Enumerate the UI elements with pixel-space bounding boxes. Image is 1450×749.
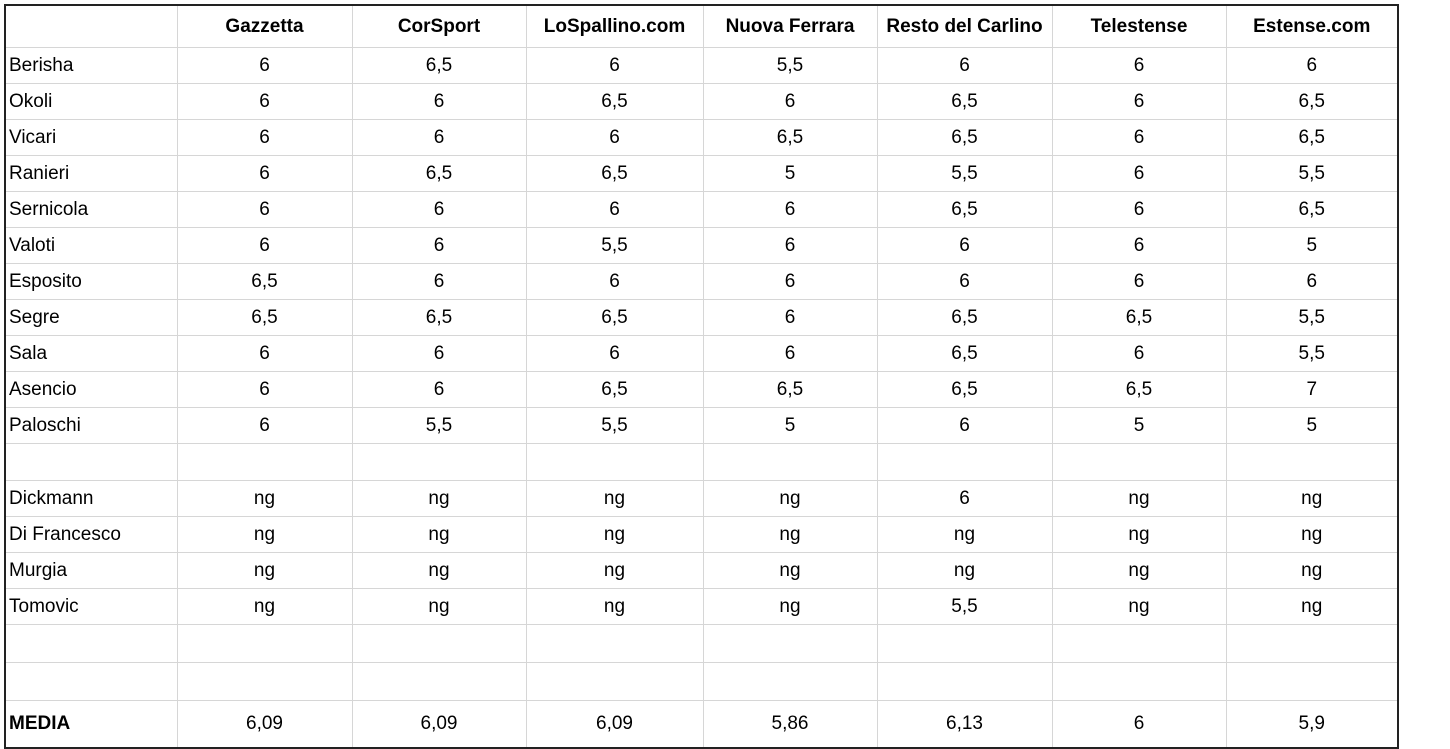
rating-cell[interactable]: 6 bbox=[1052, 120, 1226, 156]
rating-cell[interactable]: 5 bbox=[1226, 408, 1398, 444]
rating-cell[interactable]: 6 bbox=[177, 48, 352, 84]
rating-cell[interactable] bbox=[352, 625, 526, 663]
player-name-cell[interactable]: Paloschi bbox=[5, 408, 177, 444]
media-cell[interactable]: 5,9 bbox=[1226, 701, 1398, 749]
rating-cell[interactable]: 6,5 bbox=[877, 84, 1052, 120]
rating-cell[interactable] bbox=[877, 663, 1052, 701]
rating-cell[interactable]: 6,5 bbox=[877, 120, 1052, 156]
rating-cell[interactable]: 6 bbox=[703, 228, 877, 264]
player-name-cell[interactable]: Esposito bbox=[5, 264, 177, 300]
rating-cell[interactable]: ng bbox=[703, 553, 877, 589]
rating-cell[interactable]: 6 bbox=[177, 120, 352, 156]
rating-cell[interactable]: ng bbox=[526, 481, 703, 517]
rating-cell[interactable]: ng bbox=[177, 517, 352, 553]
rating-cell[interactable]: 6 bbox=[877, 481, 1052, 517]
rating-cell[interactable] bbox=[703, 663, 877, 701]
player-name-cell[interactable]: Sernicola bbox=[5, 192, 177, 228]
rating-cell[interactable]: 5,5 bbox=[526, 408, 703, 444]
rating-cell[interactable]: 6 bbox=[703, 192, 877, 228]
media-cell[interactable]: 5,86 bbox=[703, 701, 877, 749]
rating-cell[interactable]: 6 bbox=[526, 48, 703, 84]
rating-cell[interactable] bbox=[526, 625, 703, 663]
rating-cell[interactable]: ng bbox=[526, 589, 703, 625]
rating-cell[interactable]: 5,5 bbox=[1226, 336, 1398, 372]
rating-cell[interactable]: 6 bbox=[1052, 84, 1226, 120]
rating-cell[interactable] bbox=[877, 444, 1052, 481]
player-row bbox=[5, 517, 1398, 553]
rating-cell[interactable]: 6 bbox=[877, 264, 1052, 300]
rating-cell[interactable]: 6 bbox=[877, 228, 1052, 264]
rating-cell[interactable]: 5,5 bbox=[1226, 300, 1398, 336]
rating-cell[interactable]: 6,5 bbox=[526, 300, 703, 336]
player-name-cell[interactable]: Tomovic bbox=[5, 589, 177, 625]
rating-cell[interactable]: 6,5 bbox=[877, 372, 1052, 408]
rating-cell[interactable]: 6,5 bbox=[352, 48, 526, 84]
rating-cell[interactable]: 6 bbox=[526, 264, 703, 300]
media-cell[interactable]: 6,09 bbox=[352, 701, 526, 749]
rating-cell[interactable]: 6,5 bbox=[526, 84, 703, 120]
player-name-cell[interactable]: Berisha bbox=[5, 48, 177, 84]
rating-cell[interactable]: 6 bbox=[352, 84, 526, 120]
rating-cell[interactable]: 5,5 bbox=[877, 156, 1052, 192]
rating-cell[interactable]: 6,5 bbox=[1052, 300, 1226, 336]
rating-cell[interactable] bbox=[177, 663, 352, 701]
media-label-cell[interactable]: MEDIA bbox=[5, 701, 177, 749]
rating-cell[interactable]: 6,5 bbox=[1226, 84, 1398, 120]
rating-cell[interactable]: ng bbox=[703, 481, 877, 517]
player-row bbox=[5, 156, 1398, 192]
rating-cell[interactable]: ng bbox=[703, 589, 877, 625]
rating-cell[interactable]: 6 bbox=[703, 84, 877, 120]
player-name-cell[interactable] bbox=[5, 625, 177, 663]
rating-cell[interactable]: 6 bbox=[526, 120, 703, 156]
rating-cell[interactable]: 6 bbox=[1052, 156, 1226, 192]
rating-cell[interactable]: 6 bbox=[352, 264, 526, 300]
player-row bbox=[5, 553, 1398, 589]
rating-cell[interactable]: 6 bbox=[877, 408, 1052, 444]
rating-cell[interactable]: 6 bbox=[352, 120, 526, 156]
player-name-cell[interactable]: Murgia bbox=[5, 553, 177, 589]
header-cell-estense[interactable]: Estense.com bbox=[1226, 5, 1398, 48]
rating-cell[interactable]: 6 bbox=[352, 228, 526, 264]
rating-cell[interactable]: 6,5 bbox=[1226, 120, 1398, 156]
rating-cell[interactable]: 6 bbox=[177, 408, 352, 444]
rating-cell[interactable]: 6,5 bbox=[1226, 192, 1398, 228]
player-name-cell[interactable] bbox=[5, 663, 177, 701]
header-cell-nuova-ferrara[interactable]: Nuova Ferrara bbox=[703, 5, 877, 48]
rating-cell[interactable]: 5 bbox=[703, 156, 877, 192]
rating-cell[interactable]: 6,5 bbox=[352, 156, 526, 192]
rating-cell[interactable]: 6,5 bbox=[526, 156, 703, 192]
rating-cell[interactable] bbox=[1226, 625, 1398, 663]
rating-cell[interactable]: 6 bbox=[177, 84, 352, 120]
rating-cell[interactable]: ng bbox=[352, 481, 526, 517]
rating-cell[interactable]: 5 bbox=[1226, 228, 1398, 264]
empty-row bbox=[5, 444, 1398, 481]
rating-cell[interactable]: 6,5 bbox=[177, 300, 352, 336]
player-name-cell[interactable] bbox=[5, 444, 177, 481]
rating-cell[interactable]: 6,5 bbox=[703, 372, 877, 408]
rating-cell[interactable]: 6 bbox=[352, 372, 526, 408]
header-cell-telestense[interactable]: Telestense bbox=[1052, 5, 1226, 48]
rating-cell[interactable]: 6 bbox=[1052, 228, 1226, 264]
rating-cell[interactable]: 5 bbox=[703, 408, 877, 444]
header-cell-gazzetta[interactable]: Gazzetta bbox=[177, 5, 352, 48]
rating-cell[interactable]: ng bbox=[177, 481, 352, 517]
rating-cell[interactable]: ng bbox=[526, 553, 703, 589]
media-cell[interactable]: 6,09 bbox=[526, 701, 703, 749]
rating-cell[interactable]: 5,5 bbox=[703, 48, 877, 84]
rating-cell[interactable]: 6 bbox=[177, 372, 352, 408]
rating-cell[interactable]: ng bbox=[177, 589, 352, 625]
rating-cell[interactable]: 6 bbox=[703, 336, 877, 372]
rating-cell[interactable]: ng bbox=[352, 517, 526, 553]
rating-cell[interactable] bbox=[703, 625, 877, 663]
rating-cell[interactable]: 6 bbox=[177, 336, 352, 372]
rating-cell[interactable]: 6 bbox=[1052, 192, 1226, 228]
player-row bbox=[5, 120, 1398, 156]
media-cell[interactable]: 6,09 bbox=[177, 701, 352, 749]
player-name-cell[interactable]: Vicari bbox=[5, 120, 177, 156]
rating-cell[interactable]: ng bbox=[352, 553, 526, 589]
media-cell[interactable]: 6 bbox=[1052, 701, 1226, 749]
rating-cell[interactable]: 5,5 bbox=[352, 408, 526, 444]
header-cell-resto-del-carlino[interactable]: Resto del Carlino bbox=[877, 5, 1052, 48]
player-row bbox=[5, 372, 1398, 408]
rating-cell[interactable] bbox=[703, 444, 877, 481]
player-name-cell[interactable]: Sala bbox=[5, 336, 177, 372]
rating-cell[interactable]: 6 bbox=[352, 192, 526, 228]
rating-cell[interactable]: 6 bbox=[1052, 336, 1226, 372]
rating-cell[interactable]: 6 bbox=[177, 156, 352, 192]
rating-cell[interactable]: 5,5 bbox=[1226, 156, 1398, 192]
rating-cell[interactable]: ng bbox=[877, 553, 1052, 589]
rating-cell[interactable]: 6,5 bbox=[526, 372, 703, 408]
player-row bbox=[5, 228, 1398, 264]
rating-cell[interactable]: 6,5 bbox=[703, 120, 877, 156]
rating-cell[interactable]: 6,5 bbox=[177, 264, 352, 300]
rating-cell[interactable]: 6 bbox=[703, 300, 877, 336]
player-row bbox=[5, 192, 1398, 228]
rating-cell[interactable]: ng bbox=[1226, 517, 1398, 553]
rating-cell[interactable]: 5 bbox=[1052, 408, 1226, 444]
rating-cell[interactable] bbox=[1052, 663, 1226, 701]
rating-cell[interactable]: 6 bbox=[352, 336, 526, 372]
ratings-table bbox=[4, 4, 1399, 749]
player-name-cell[interactable]: Dickmann bbox=[5, 481, 177, 517]
rating-cell[interactable]: ng bbox=[703, 517, 877, 553]
rating-cell[interactable]: ng bbox=[1226, 553, 1398, 589]
rating-cell[interactable] bbox=[352, 663, 526, 701]
player-row bbox=[5, 336, 1398, 372]
header-row bbox=[5, 5, 1398, 48]
rating-cell[interactable]: 6,5 bbox=[877, 192, 1052, 228]
rating-cell[interactable]: 6 bbox=[877, 48, 1052, 84]
rating-cell[interactable] bbox=[526, 444, 703, 481]
rating-cell[interactable]: 5,5 bbox=[526, 228, 703, 264]
rating-cell[interactable]: ng bbox=[526, 517, 703, 553]
rating-cell[interactable]: ng bbox=[1052, 589, 1226, 625]
rating-cell[interactable]: 6 bbox=[1226, 264, 1398, 300]
rating-cell[interactable]: 7 bbox=[1226, 372, 1398, 408]
rating-cell[interactable]: 6 bbox=[526, 336, 703, 372]
player-name-cell[interactable]: Asencio bbox=[5, 372, 177, 408]
rating-cell[interactable]: 6,5 bbox=[352, 300, 526, 336]
player-row bbox=[5, 48, 1398, 84]
rating-cell[interactable]: 6 bbox=[1226, 48, 1398, 84]
player-row bbox=[5, 589, 1398, 625]
rating-cell[interactable]: 6 bbox=[703, 264, 877, 300]
rating-cell[interactable] bbox=[1052, 625, 1226, 663]
rating-cell[interactable]: 6,5 bbox=[877, 336, 1052, 372]
player-name-cell[interactable]: Valoti bbox=[5, 228, 177, 264]
rating-cell[interactable] bbox=[877, 625, 1052, 663]
player-name-cell[interactable]: Ranieri bbox=[5, 156, 177, 192]
rating-cell[interactable]: ng bbox=[877, 517, 1052, 553]
rating-cell[interactable]: 6,5 bbox=[1052, 372, 1226, 408]
empty-row bbox=[5, 625, 1398, 663]
rating-cell[interactable]: ng bbox=[1052, 553, 1226, 589]
media-cell[interactable]: 6,13 bbox=[877, 701, 1052, 749]
rating-cell[interactable]: 6,5 bbox=[877, 300, 1052, 336]
player-name-cell[interactable]: Okoli bbox=[5, 84, 177, 120]
player-row bbox=[5, 408, 1398, 444]
header-cell-corsport[interactable]: CorSport bbox=[352, 5, 526, 48]
player-name-cell[interactable]: Segre bbox=[5, 300, 177, 336]
rating-cell[interactable] bbox=[1052, 444, 1226, 481]
rating-cell[interactable]: ng bbox=[1052, 517, 1226, 553]
header-cell-corner[interactable] bbox=[5, 5, 177, 48]
player-row bbox=[5, 300, 1398, 336]
rating-cell[interactable]: 6 bbox=[1052, 48, 1226, 84]
rating-cell[interactable]: ng bbox=[1226, 589, 1398, 625]
rating-cell[interactable]: ng bbox=[1226, 481, 1398, 517]
rating-cell[interactable]: ng bbox=[177, 553, 352, 589]
rating-cell[interactable]: 6 bbox=[1052, 264, 1226, 300]
player-row bbox=[5, 481, 1398, 517]
rating-cell[interactable] bbox=[177, 444, 352, 481]
rating-cell[interactable]: 6 bbox=[177, 228, 352, 264]
rating-cell[interactable] bbox=[352, 444, 526, 481]
empty-row bbox=[5, 663, 1398, 701]
rating-cell[interactable]: ng bbox=[352, 589, 526, 625]
rating-cell[interactable]: 6 bbox=[177, 192, 352, 228]
player-row bbox=[5, 264, 1398, 300]
rating-cell[interactable] bbox=[1226, 444, 1398, 481]
rating-cell[interactable]: 6 bbox=[526, 192, 703, 228]
rating-cell[interactable] bbox=[177, 625, 352, 663]
rating-cell[interactable]: 5,5 bbox=[877, 589, 1052, 625]
player-name-cell[interactable]: Di Francesco bbox=[5, 517, 177, 553]
rating-cell[interactable] bbox=[1226, 663, 1398, 701]
header-cell-lospallino[interactable]: LoSpallino.com bbox=[526, 5, 703, 48]
rating-cell[interactable] bbox=[526, 663, 703, 701]
rating-cell[interactable]: ng bbox=[1052, 481, 1226, 517]
player-row bbox=[5, 84, 1398, 120]
